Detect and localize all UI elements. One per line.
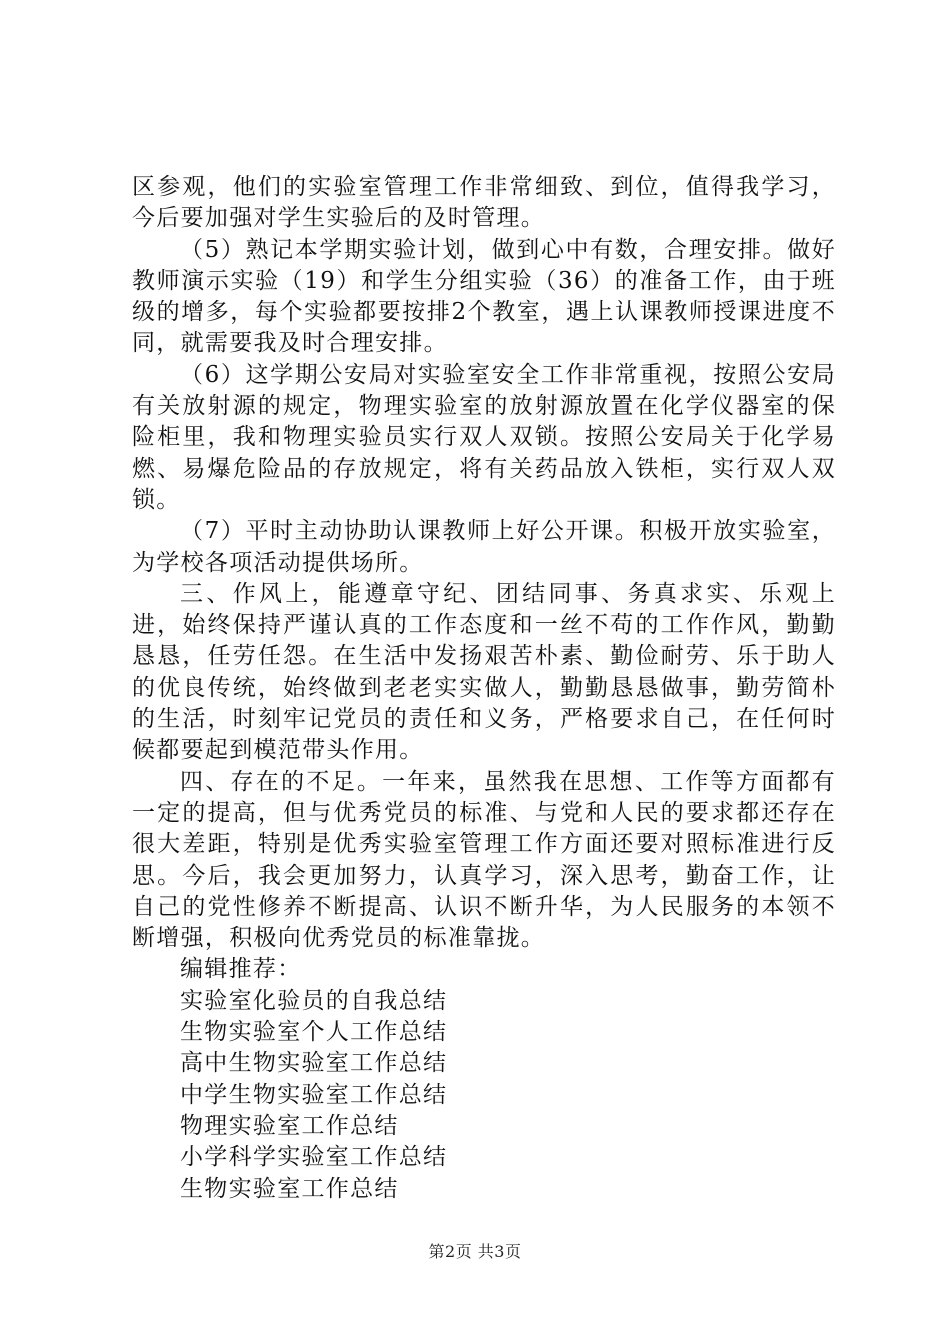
recommend-list — [132, 986, 836, 1205]
paragraph-4: 三、作风上，能遵章守纪、团结同事、务真求实、乐观上进，始终保持严谨认真的工作态度和一丝不苟的工作作风，勤勤恳恳，任劳任怨。在生活中发扬艰苦朴素、勤俭耐劳、乐于助人的优良传统，始终做到老老实实做人，勤勤恳恳做事，勤劳简朴的生活，时刻牢记党员的责任和义务，严格要求自己，在任何时候都要起到模范带头作用。 — [132, 580, 836, 764]
recommend-link[interactable]: 中学生物实验室工作总结 — [180, 1081, 448, 1108]
paragraph-2: （6）这学期公安局对实验室安全工作非常重视，按照公安局有关放射源的规定，物理实验室的放射源放置在化学仪器室的保险柜里，我和物理实验员实行双人双锁。按照公安局关于化学易燃、易爆危险品的存放规定，将有关药品放入铁柜，实行双人双锁。 — [132, 361, 836, 513]
recommend-link[interactable]: 生物实验室工作总结 — [180, 1175, 399, 1202]
document-body — [132, 172, 836, 1205]
paragraph-5: 四、存在的不足。一年来，虽然我在思想、工作等方面都有一定的提高，但与优秀党员的标准、与党和人民的要求都还存在很大差距，特别是优秀实验室管理工作方面还要对照标准进行反思。今后，我会更加努力，认真学习，深入思考，勤奋工作，让自己的党性修养不断提高、认识不断升华，为人民服务的本领不断增强，积极向优秀党员的标准靠拢。 — [132, 768, 836, 952]
paragraph-1: （5）熟记本学期实验计划，做到心中有数，合理安排。做好教师演示实验（19）和学生分组实验（36）的准备工作，由于班级的增多，每个实验都要按排2个教室，遇上认课教师授课进度不同，就需要我及时合理安排。 — [132, 236, 836, 357]
recommend-link[interactable]: 高中生物实验室工作总结 — [180, 1050, 448, 1077]
recommend-heading: 编辑推荐： — [180, 956, 302, 983]
recommend-link[interactable]: 生物实验室个人工作总结 — [180, 1019, 448, 1046]
recommend-link[interactable]: 物理实验室工作总结 — [180, 1112, 399, 1139]
recommend-link[interactable]: 小学科学实验室工作总结 — [180, 1144, 448, 1171]
paragraph-3: （7）平时主动协助认课教师上好公开课。积极开放实验室，为学校各项活动提供场所。 — [132, 518, 836, 576]
page-footer: 第2页 共3页 — [428, 1242, 522, 1261]
paragraph-0: 区参观，他们的实验室管理工作非常细致、到位，值得我学习，今后要加强对学生实验后的及时管理。 — [132, 174, 836, 232]
recommend-link[interactable]: 实验室化验员的自我总结 — [180, 987, 448, 1014]
